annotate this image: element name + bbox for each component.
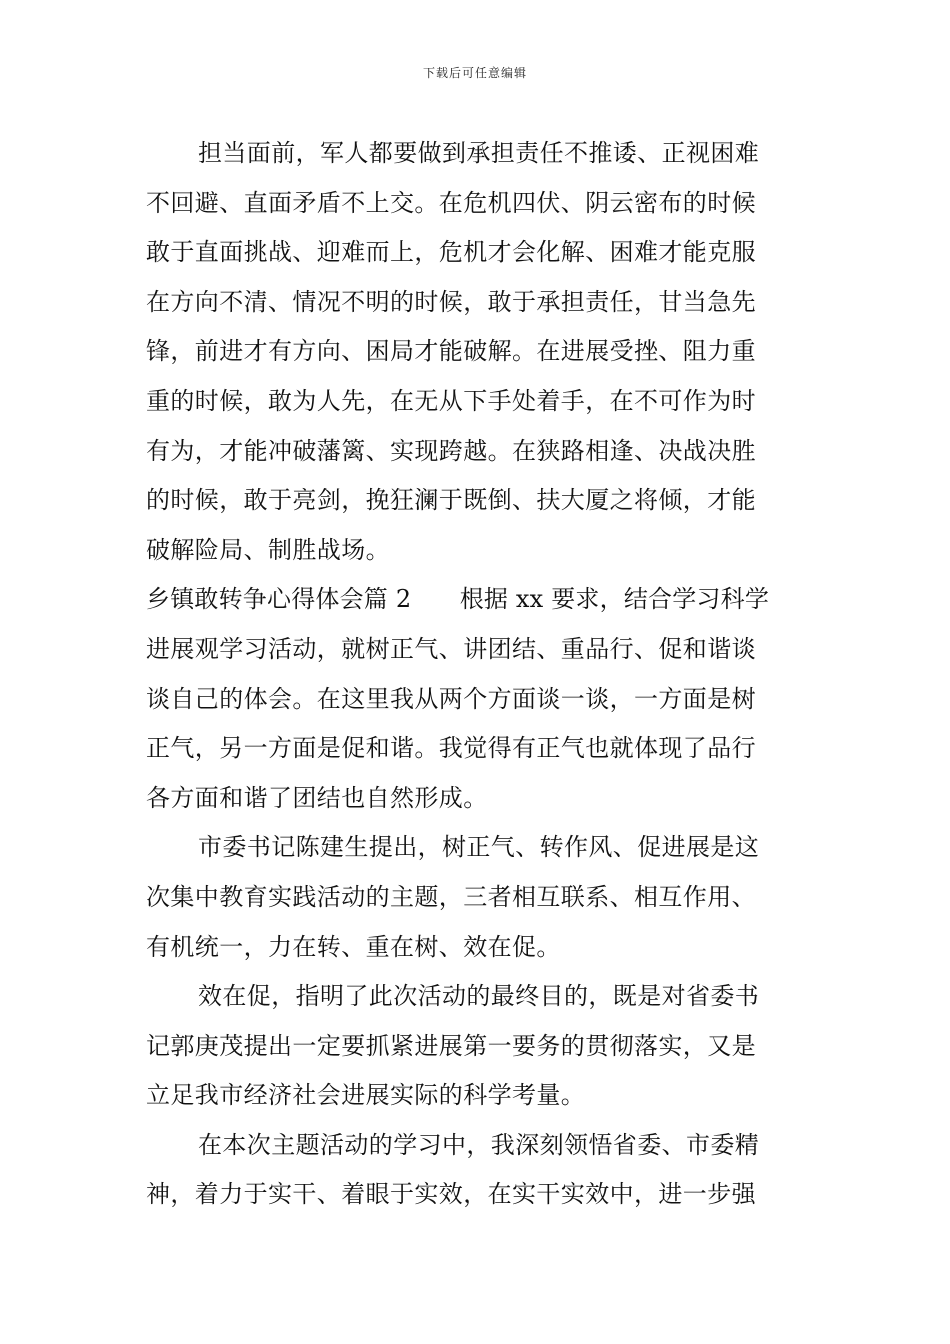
paragraph-line: 担当面前，军人都要做到承担责任不推诿、正视困难: [198, 139, 760, 167]
paragraph-line: 不回避、直面矛盾不上交。在危机四伏、阴云密布的时候: [146, 188, 756, 217]
section-heading-line: 乡镇敢转争心得体会篇 2 根据 xx 要求，结合学习科学: [146, 585, 770, 614]
paragraph-line: 有为，才能冲破藩篱、实现跨越。在狭路相逢、决战决胜: [146, 436, 756, 465]
paragraph-line: 锋，前进才有方向、困局才能破解。在进展受挫、阻力重: [146, 337, 756, 366]
paragraph-line: 在本次主题活动的学习中，我深刻领悟省委、市委精: [198, 1130, 760, 1159]
paragraph-line: 立足我市经济社会进展实际的科学考量。: [146, 1081, 586, 1110]
paragraph-line: 神，着力于实干、着眼于实效，在实干实效中，进一步强: [146, 1180, 756, 1209]
paragraph-line: 在方向不清、情况不明的时候，敢于承担责任，甘当急先: [146, 287, 756, 316]
paragraph-line: 的时候，敢于亮剑，挽狂澜于既倒、扶大厦之将倾，才能: [146, 486, 756, 515]
paragraph-line: 记郭庚茂提出一定要抓紧进展第一要务的贯彻落实，又是: [146, 1031, 756, 1060]
paragraph-line: 各方面和谐了团结也自然形成。: [146, 783, 488, 812]
paragraph-line: 市委书记陈建生提出，树正气、转作风、促进展是这: [198, 833, 760, 862]
paragraph-line: 正气，另一方面是促和谐。我觉得有正气也就体现了品行: [146, 734, 756, 763]
paragraph-line: 次集中教育实践活动的主题，三者相互联系、相互作用、: [146, 882, 756, 911]
paragraph-line: 重的时候，敢为人先，在无从下手处着手，在不可作为时: [146, 386, 756, 415]
paragraph-line: 谈自己的体会。在这里我从两个方面谈一谈，一方面是树: [146, 684, 756, 713]
paragraph-line: 破解险局、制胜战场。: [146, 535, 390, 564]
header-note: 下载后可任意编辑: [422, 66, 527, 80]
paragraph-line: 有机统一，力在转、重在树、效在促。: [146, 932, 561, 961]
document-body: [146, 129, 806, 1220]
paragraph-line: 进展观学习活动，就树正气、讲团结、重品行、促和谐谈: [146, 634, 756, 663]
paragraph-line: 敢于直面挑战、迎难而上，危机才会化解、困难才能克服: [146, 238, 756, 267]
paragraph-line: 效在促，指明了此次活动的最终目的，既是对省委书: [198, 982, 760, 1011]
